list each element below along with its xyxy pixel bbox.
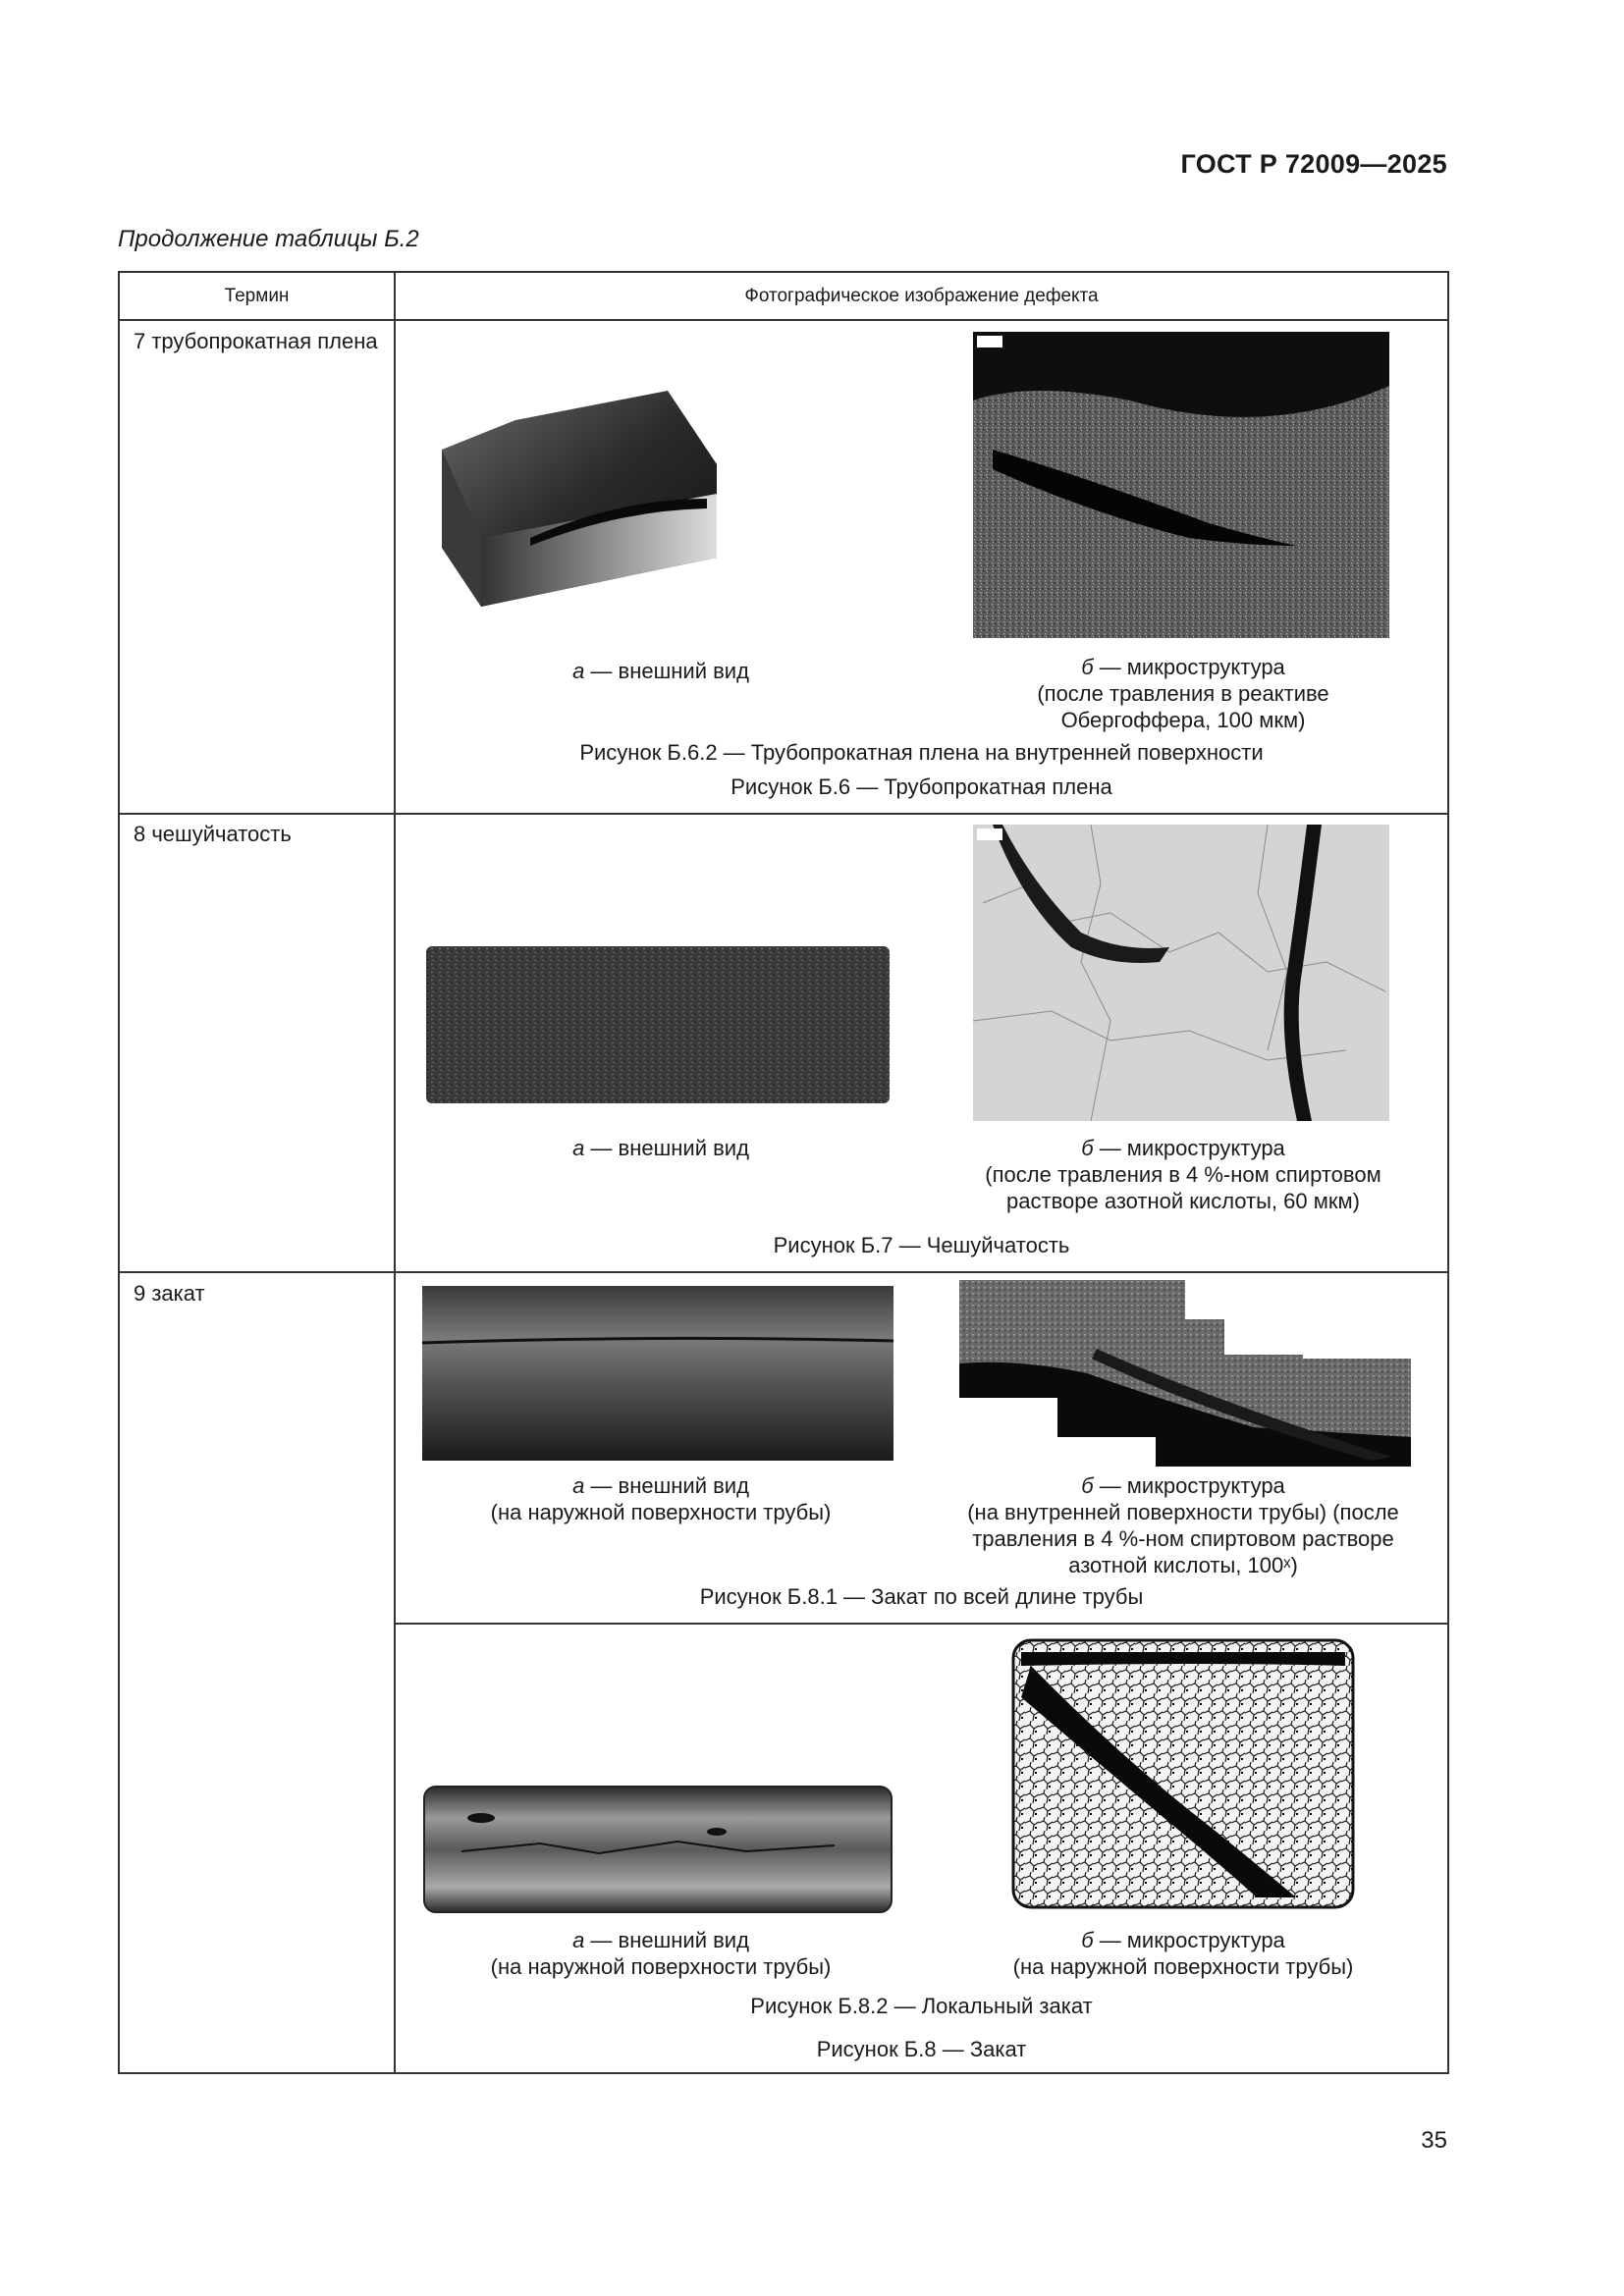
- caption-a: [396, 1927, 926, 1980]
- term-cell: 7 трубопрокатная плена: [134, 329, 378, 353]
- caption-letter: б: [1081, 1473, 1094, 1498]
- caption-text: травления в 4 %-ном спиртовом растворе: [972, 1526, 1394, 1551]
- caption-text: азотной кислоты, 100ˣ): [1068, 1553, 1298, 1577]
- caption-text: растворе азотной кислоты, 60 мкм): [1006, 1189, 1360, 1213]
- photo-local-lap-exterior: [422, 1783, 893, 1916]
- standard-code: ГОСТ Р 72009—2025: [1180, 149, 1447, 179]
- column-divider: [394, 273, 396, 2072]
- caption-a: [396, 658, 926, 684]
- figure-title: Рисунок Б.6 — Трубопрокатная плена: [731, 774, 1112, 799]
- caption-text: (на наружной поверхности трубы): [1012, 1954, 1354, 1979]
- table-caption: Продолжение таблицы Б.2: [118, 226, 419, 252]
- caption-text: (на внутренней поверхности трубы) (после: [967, 1500, 1399, 1524]
- column-header-term: Термин: [224, 285, 290, 306]
- caption-letter: б: [1081, 1928, 1094, 1952]
- subrow-divider: [396, 1623, 1447, 1625]
- defects-table: [118, 271, 1449, 2074]
- term-cell: 8 чешуйчатость: [134, 822, 292, 846]
- caption-a: [396, 1472, 926, 1525]
- figure-caption: Рисунок Б.6.2 — Трубопрокатная плена на внутренней поверхности: [579, 740, 1264, 765]
- caption-text: — внешний вид: [584, 1473, 749, 1498]
- figure-caption: Рисунок Б.8.1 — Закат по всей длине трубы: [699, 1584, 1144, 1609]
- caption-letter: а: [572, 1136, 585, 1160]
- caption-b: [915, 654, 1451, 733]
- figure-caption: Рисунок Б.8.2 — Локальный закат: [750, 1994, 1093, 2018]
- figure-title: Рисунок Б.8 — Закат: [816, 2037, 1027, 2061]
- caption-b: [915, 1472, 1451, 1578]
- term-cell: 9 закат: [134, 1281, 205, 1306]
- photo-local-lap-microstructure: [1011, 1638, 1355, 1909]
- caption-letter: а: [572, 659, 585, 683]
- caption-letter: б: [1081, 655, 1094, 679]
- caption-text: (на наружной поверхности трубы): [490, 1500, 832, 1524]
- photo-lap-full-length-exterior: [422, 1286, 893, 1461]
- caption-text: — микроструктура: [1093, 1136, 1285, 1160]
- header-divider: [120, 319, 1447, 321]
- caption-letter: а: [572, 1928, 585, 1952]
- row-divider: [120, 1271, 1447, 1273]
- caption-text: — внешний вид: [584, 1928, 749, 1952]
- caption-text: — микроструктура: [1093, 1473, 1285, 1498]
- caption-text: (на наружной поверхности трубы): [490, 1954, 832, 1979]
- column-header-photo: Фотографическое изображение дефекта: [744, 285, 1099, 306]
- caption-text: — внешний вид: [584, 1136, 749, 1160]
- caption-text: — микроструктура: [1093, 655, 1285, 679]
- caption-b: [915, 1927, 1451, 1980]
- caption-letter: а: [572, 1473, 585, 1498]
- photo-scaliness-microstructure: [973, 825, 1389, 1121]
- row-divider: [120, 813, 1447, 815]
- photo-pipe-film-microstructure: [973, 332, 1389, 638]
- caption-letter: б: [1081, 1136, 1094, 1160]
- caption-text: (после травления в 4 %-ном спиртовом: [985, 1162, 1381, 1187]
- caption-text: — внешний вид: [584, 659, 749, 683]
- page-number: 35: [1421, 2127, 1447, 2154]
- photo-pipe-film-exterior: [422, 381, 736, 648]
- caption-b: [915, 1135, 1451, 1214]
- caption-text: — микроструктура: [1093, 1928, 1285, 1952]
- photo-lap-full-length-microstructure: [959, 1280, 1411, 1467]
- caption-text: Обергоффера, 100 мкм): [1060, 708, 1306, 732]
- caption-a: [396, 1135, 926, 1161]
- caption-text: (после травления в реактиве: [1037, 681, 1329, 706]
- figure-title: Рисунок Б.7 — Чешуйчатость: [773, 1233, 1070, 1257]
- photo-scaliness-exterior: [422, 938, 893, 1107]
